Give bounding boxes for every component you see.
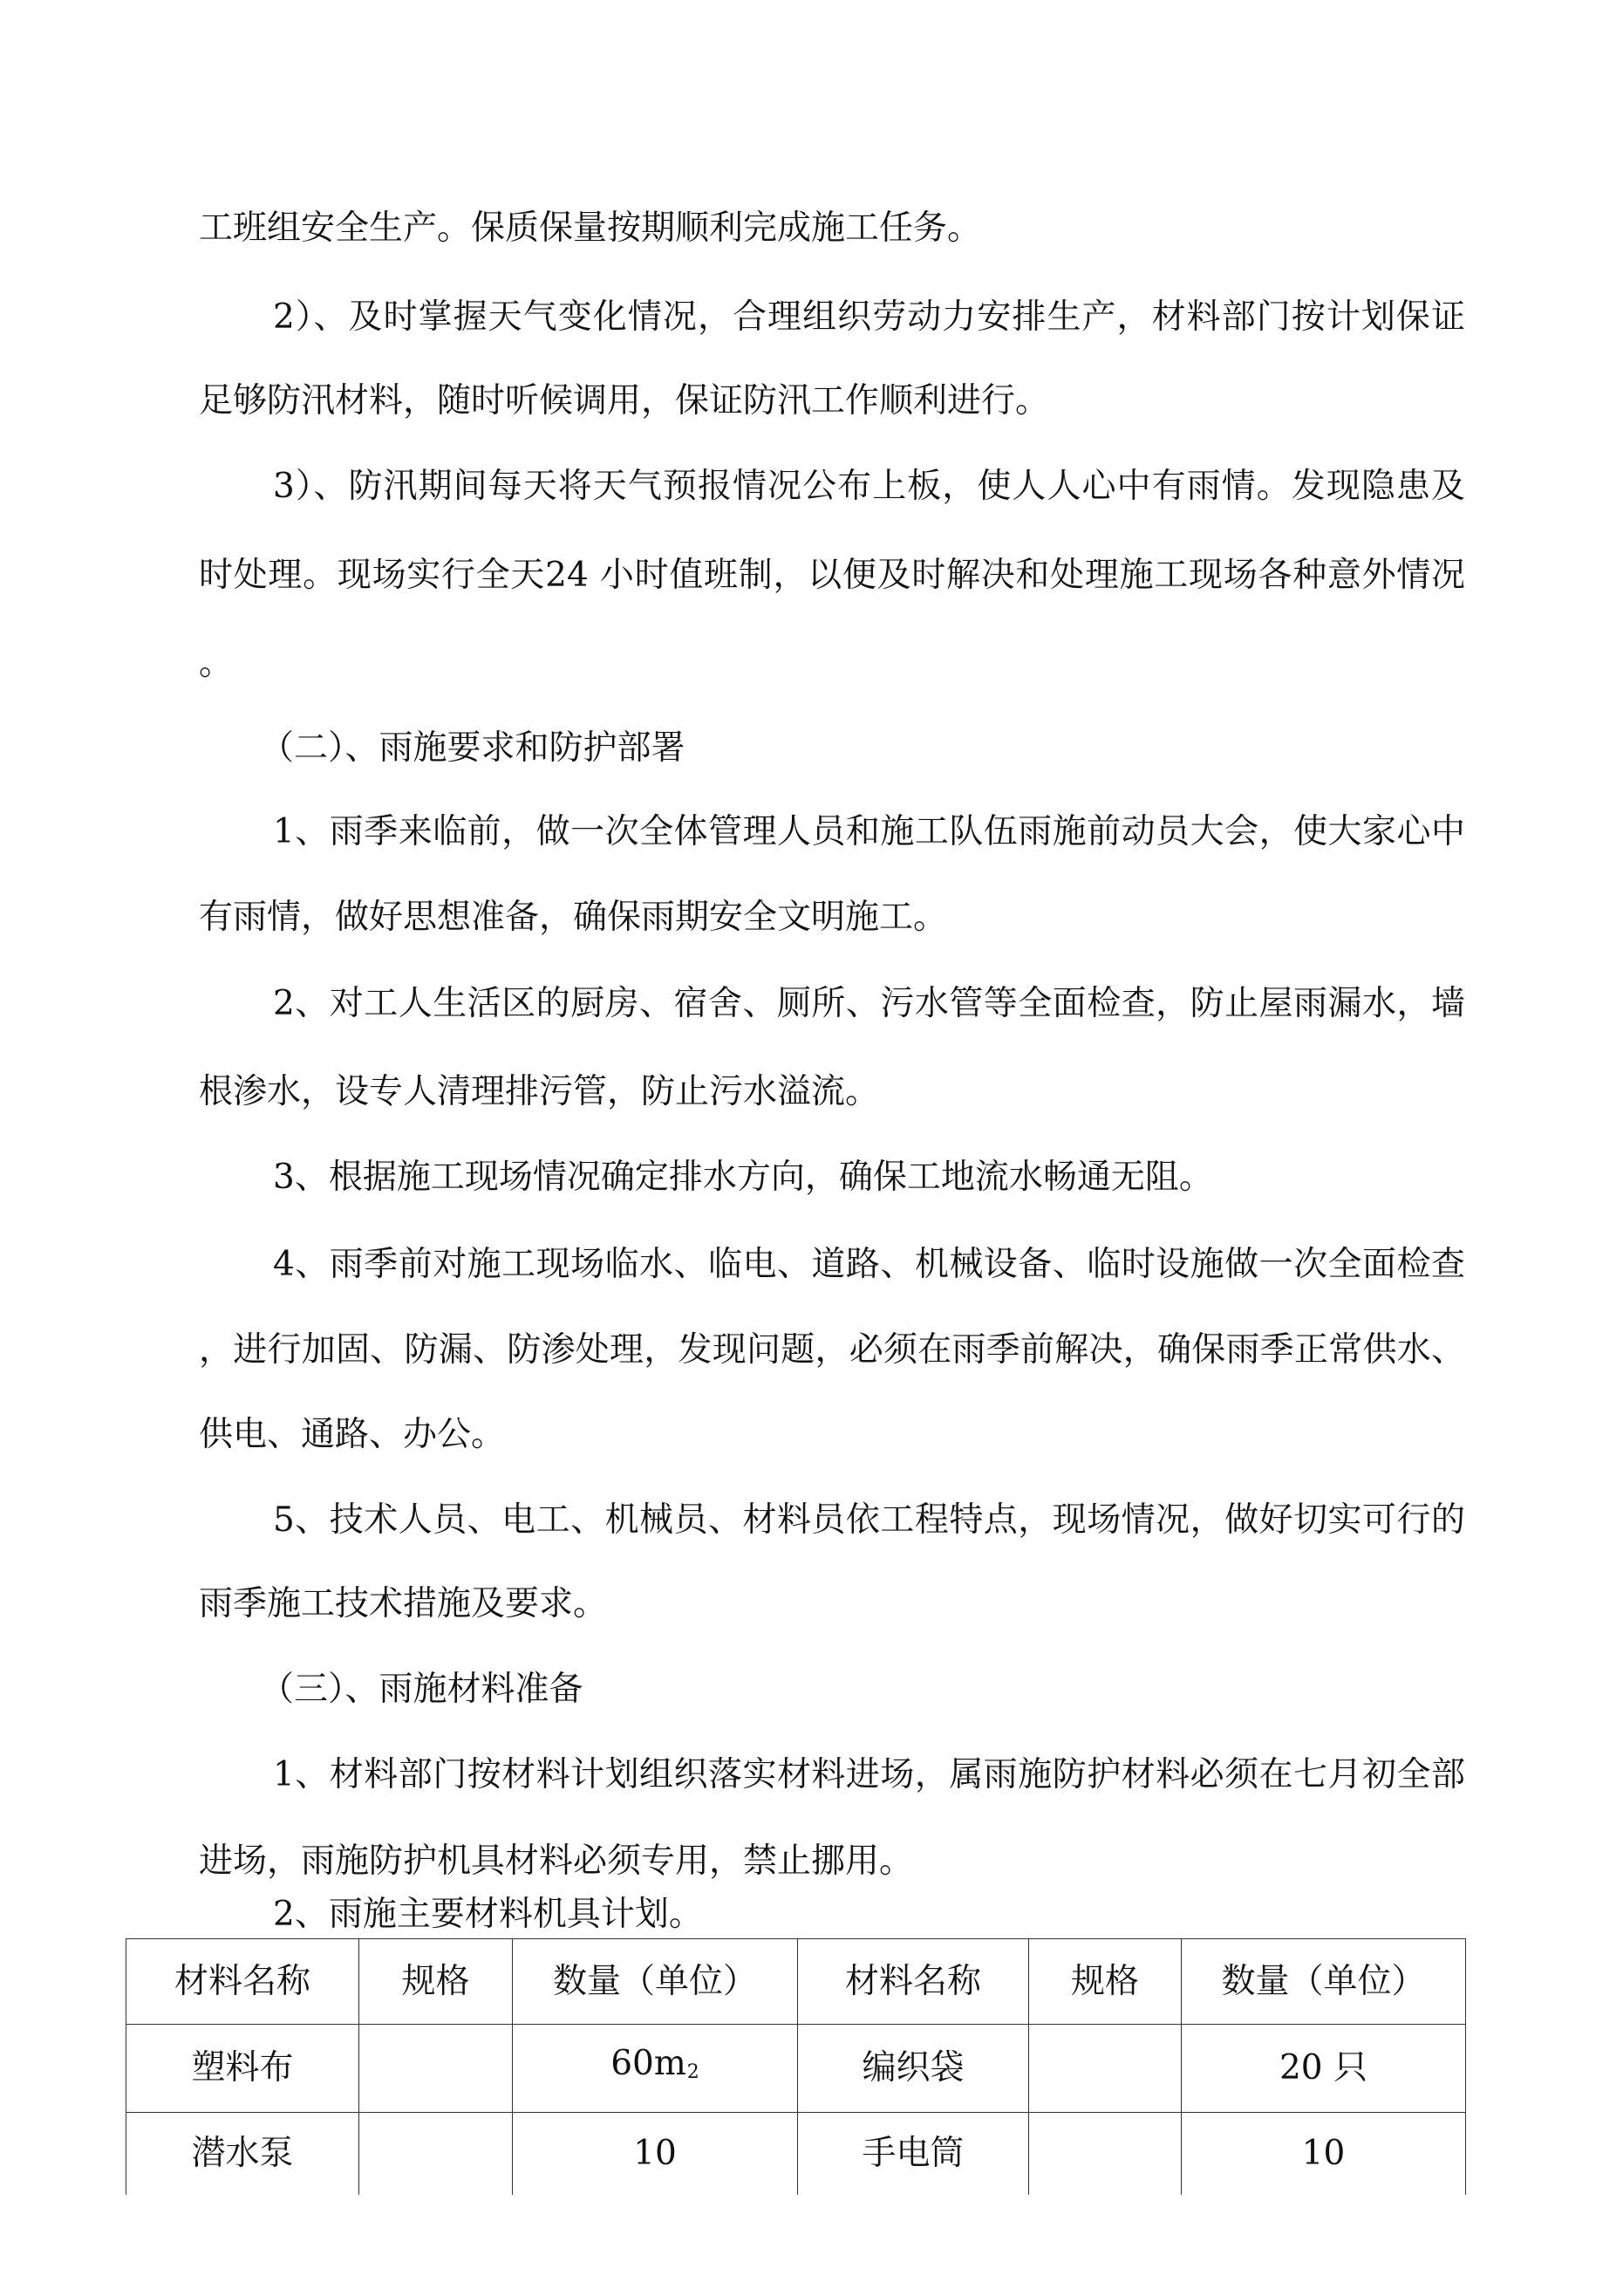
paragraph-line: 2、雨施主要材料机具计划。 bbox=[273, 1895, 703, 1934]
paragraph-line: 2、对工人生活区的厨房、宿舍、厕所、污水管等全面检查，防止屋雨漏水，墙 bbox=[273, 984, 1465, 1023]
table-cell bbox=[1029, 2113, 1182, 2196]
materials-table bbox=[126, 1938, 1466, 2195]
table-cell: 10 bbox=[1182, 2113, 1466, 2196]
section-heading: （二）、雨施要求和防护部署 bbox=[260, 728, 685, 768]
paragraph-line: 进场，雨施防护机具材料必须专用，禁止挪用。 bbox=[199, 1842, 914, 1881]
table-cell: 10 bbox=[513, 2113, 798, 2196]
paragraph-line: 雨季施工技术措施及要求。 bbox=[199, 1584, 608, 1623]
table-cell: 编织袋 bbox=[798, 2025, 1029, 2113]
table-header-cell: 规格 bbox=[1029, 1939, 1182, 2025]
table-cell: 塑料布 bbox=[126, 2025, 359, 2113]
paragraph-line: 5、技术人员、电工、机械员、材料员依工程特点，现场情况，做好切实可行的 bbox=[273, 1500, 1465, 1540]
table-cell bbox=[1029, 2025, 1182, 2113]
table-cell: 20 只 bbox=[1182, 2025, 1466, 2113]
table-header-row bbox=[126, 1939, 1466, 2025]
paragraph-line: 时处理。现场实行全天24 小时值班制，以便及时解决和处理施工现场各种意外情况 bbox=[199, 556, 1465, 595]
paragraph-line: 有雨情，做好思想准备，确保雨期安全文明施工。 bbox=[199, 898, 948, 937]
quantity-unit-exponent: 2 bbox=[686, 2061, 699, 2083]
paragraph-line: ，进行加固、防漏、防渗处理，发现问题，必须在雨季前解决，确保雨季正常供水、 bbox=[199, 1330, 1465, 1370]
paragraph-line: 3、根据施工现场情况确定排水方向，确保工地流水畅通无阻。 bbox=[273, 1158, 1213, 1197]
paragraph-line: 。 bbox=[199, 644, 234, 683]
paragraph-line: 供电、通路、办公。 bbox=[199, 1415, 506, 1454]
table-cell bbox=[359, 2113, 513, 2196]
table-header-cell: 材料名称 bbox=[126, 1939, 359, 2025]
table-header-cell: 规格 bbox=[359, 1939, 513, 2025]
table-cell: 手电筒 bbox=[798, 2113, 1029, 2196]
quantity-value: 60m bbox=[610, 2044, 686, 2083]
paragraph-line: 根渗水，设专人清理排污管，防止污水溢流。 bbox=[199, 1072, 880, 1111]
paragraph-line: 3）、防汛期间每天将天气预报情况公布上板，使人人心中有雨情。发现隐患及 bbox=[273, 467, 1465, 506]
table-header-cell: 材料名称 bbox=[798, 1939, 1029, 2025]
paragraph-line: 1、材料部门按材料计划组织落实材料进场，属雨施防护材料必须在七月初全部 bbox=[273, 1755, 1465, 1794]
table-row bbox=[126, 2025, 1466, 2113]
paragraph-line: 足够防汛材料，随时听候调用，保证防汛工作顺利进行。 bbox=[199, 381, 1050, 420]
paragraph-line: 4、雨季前对施工现场临水、临电、道路、机械设备、临时设施做一次全面检查 bbox=[273, 1245, 1465, 1284]
paragraph-line: 工班组安全生产。保质保量按期顺利完成施工任务。 bbox=[199, 208, 982, 248]
table-cell bbox=[513, 2025, 798, 2113]
table-header-cell: 数量（单位） bbox=[513, 1939, 798, 2025]
paragraph-line: 1、雨季来临前，做一次全体管理人员和施工队伍雨施前动员大会，使大家心中 bbox=[273, 812, 1465, 851]
table-header-cell: 数量（单位） bbox=[1182, 1939, 1466, 2025]
table-row bbox=[126, 2113, 1466, 2196]
table-cell: 潜水泵 bbox=[126, 2113, 359, 2196]
paragraph-line: 2）、及时掌握天气变化情况，合理组织劳动力安排生产，材料部门按计划保证 bbox=[273, 297, 1465, 337]
section-heading: （三）、雨施材料准备 bbox=[260, 1670, 583, 1709]
table-cell bbox=[359, 2025, 513, 2113]
